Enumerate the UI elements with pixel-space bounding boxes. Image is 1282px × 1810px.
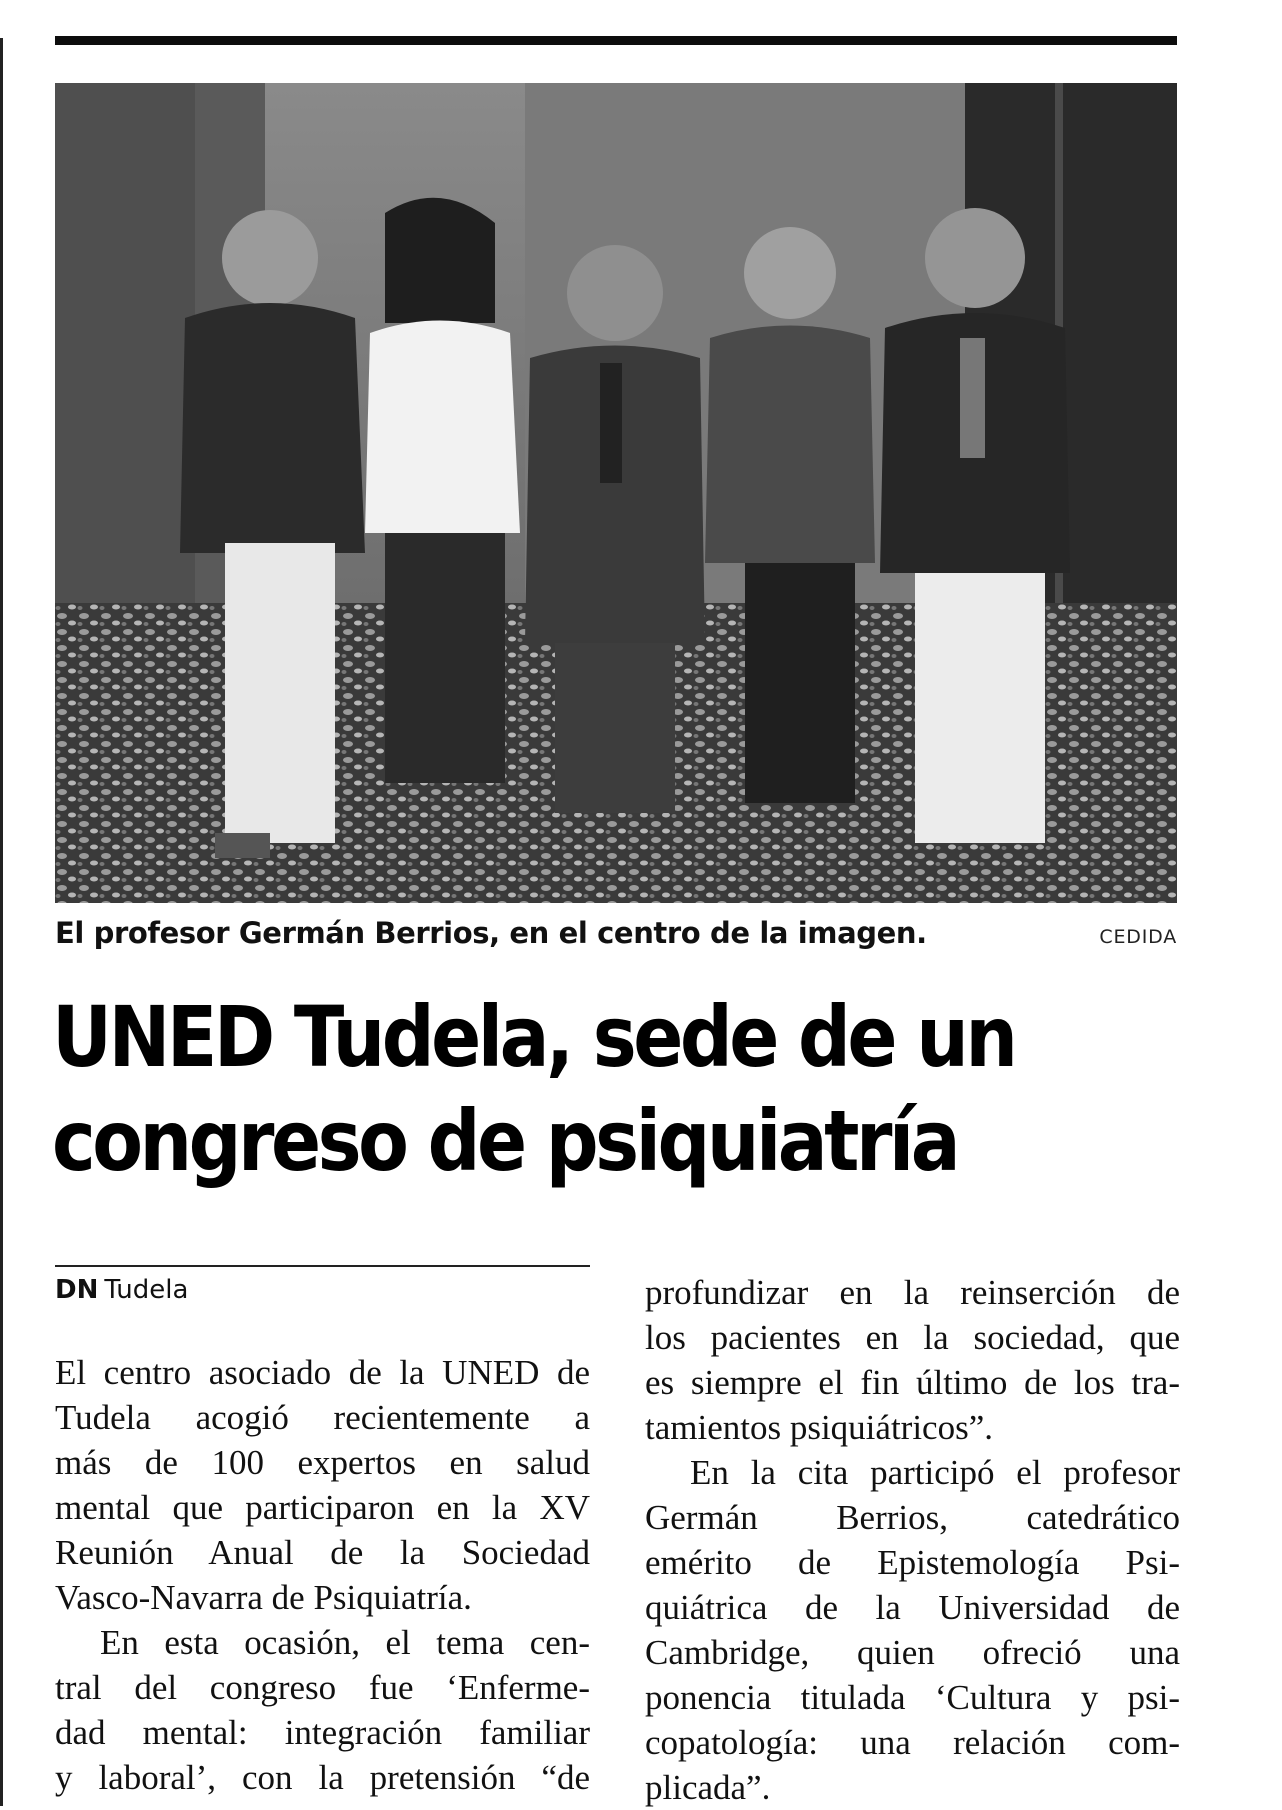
- body-line: El centro asociado de la UNED de: [55, 1353, 590, 1392]
- photo-caption: El profesor Germán Berrios, en el centro de la imagen.: [55, 916, 927, 950]
- body-line: es siempre el fin último de los tra-: [645, 1363, 1180, 1402]
- headline-line-2: congreso de psiquiatría: [52, 1092, 958, 1190]
- body-line: Cambridge, quien ofreció una: [645, 1633, 1180, 1672]
- byline-rule: [55, 1265, 590, 1267]
- body-line: dad mental: integración familiar: [55, 1713, 590, 1752]
- article-column-right: [645, 1270, 1180, 1810]
- body-line: copatología: una relación com-: [645, 1723, 1180, 1762]
- body-line: plicada”.: [645, 1768, 771, 1807]
- article-column-left: [55, 1350, 590, 1800]
- article-headline: [52, 985, 1046, 1193]
- body-line: tamientos psiquiátricos”.: [645, 1408, 993, 1447]
- body-line: Tudela acogió recientemente a: [55, 1398, 590, 1437]
- photo-credit: CEDIDA: [1099, 926, 1177, 948]
- byline-location: Tudela: [104, 1275, 189, 1305]
- body-line: los pacientes en la sociedad, que: [645, 1318, 1180, 1357]
- body-line: emérito de Epistemología Psi-: [645, 1543, 1180, 1582]
- body-line: En la cita participó el profesor: [690, 1453, 1180, 1492]
- byline: [55, 1275, 188, 1305]
- body-line: Reunión Anual de la Sociedad: [55, 1533, 590, 1572]
- byline-agency: DN: [55, 1275, 99, 1305]
- body-line: profundizar en la reinserción de: [645, 1273, 1180, 1312]
- body-line: y laboral’, con la pretensión “de: [55, 1758, 590, 1797]
- news-photo: [55, 83, 1177, 903]
- body-line: Germán Berrios, catedrático: [645, 1498, 1180, 1537]
- headline-line-1: UNED Tudela, sede de un: [52, 988, 1015, 1086]
- body-line: más de 100 expertos en salud: [55, 1443, 590, 1482]
- body-line: En esta ocasión, el tema cen-: [100, 1623, 590, 1662]
- section-top-rule: [55, 36, 1177, 45]
- page-edge-rule: [0, 38, 3, 1806]
- body-line: mental que participaron en la XV: [55, 1488, 590, 1527]
- body-line: ponencia titulada ‘Cultura y psi-: [645, 1678, 1180, 1717]
- group-photo-illustration: [55, 83, 1177, 903]
- body-line: tral del congreso fue ‘Enferme-: [55, 1668, 590, 1707]
- body-line: quiátrica de la Universidad de: [645, 1588, 1180, 1627]
- body-line: Vasco-Navarra de Psiquiatría.: [55, 1578, 472, 1617]
